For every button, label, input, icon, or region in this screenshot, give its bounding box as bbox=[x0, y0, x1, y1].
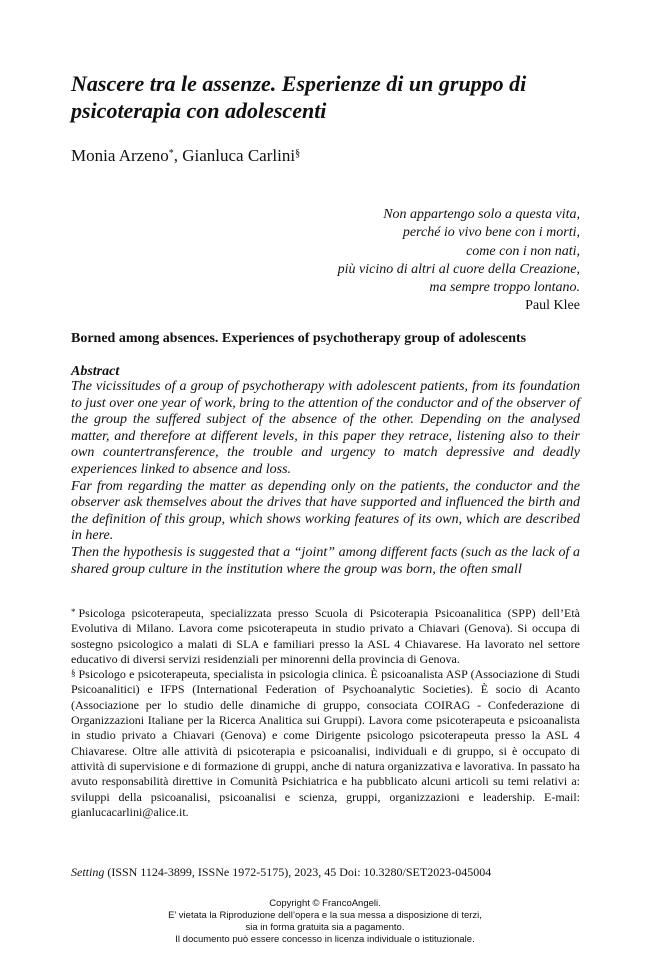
citation bbox=[71, 865, 491, 880]
epigraph bbox=[160, 206, 580, 316]
footnote-mark: * bbox=[71, 607, 76, 617]
footnotes bbox=[71, 606, 580, 820]
author-name: Monia Arzeno bbox=[71, 146, 169, 165]
copyright-line: sia in forma gratuita sia a pagamento. bbox=[245, 922, 405, 933]
english-title: Borned among absences. Experiences of psychotherapy group of adolescents bbox=[71, 331, 527, 346]
author-footnote-mark[interactable]: § bbox=[295, 148, 301, 159]
journal-name: Setting bbox=[71, 865, 105, 879]
abstract-heading: Abstract bbox=[71, 364, 120, 379]
epigraph-line: perché io vivo bene con i morti, bbox=[402, 225, 580, 241]
author-separator: , bbox=[173, 146, 183, 165]
abstract-paragraph: The vicissitudes of a group of psychotherapy with adolescent patients, from its foundation to just over one year of work, bring to the attention of the conductor and of the observer of the group the suffered subject of the absence of the other. Depending on the analysed matter, and therefore at different levels, in this paper they retrace, listening also to their own countertransference, the trouble and urgency to match depressive and deadly experiences linked to absence and loss. bbox=[71, 379, 580, 477]
citation-details: (ISSN 1124-3899, ISSNe 1972-5175), 2023, 45 Doi: 10.3280/SET2023-045004 bbox=[104, 865, 492, 879]
author-name: Gianluca Carlini bbox=[182, 146, 296, 165]
footnote bbox=[71, 667, 580, 820]
epigraph-line: come con i non nati, bbox=[466, 243, 580, 259]
footnote bbox=[71, 606, 580, 667]
article-title: Nascere tra le assenze. Esperienze di un gruppo di psicoterapia con adolescenti bbox=[71, 71, 527, 123]
copyright-notice bbox=[0, 898, 650, 946]
epigraph-line: più vicino di altri al cuore della Creazione, bbox=[337, 261, 580, 277]
author-footnote-mark[interactable]: * bbox=[168, 148, 174, 159]
footnote-text: Psicologa psicoterapeuta, specializzata presso Scuola di Psicoterapia Psicoanalitica (SPP) dell’Età Evolutiva di Milano. Lavora come psicoterapeuta in studio privato a Chiavari (Genova). Si occupa di sostegno psicologico a malati di SLA e familiari presso la ASL 4 Chiavarese. Ha lavorato nel settore educativo di diversi servizi residenziali per minorenni della provincia di Genova. bbox=[71, 606, 580, 666]
epigraph-line: ma sempre troppo lontano. bbox=[429, 280, 580, 296]
epigraph-line: Non appartengo solo a questa vita, bbox=[383, 207, 580, 222]
author-list bbox=[71, 145, 300, 167]
copyright-line: E’ vietata la Riproduzione dell’opera e la sua messa a disposizione di terzi, bbox=[168, 910, 482, 921]
abstract-body bbox=[71, 379, 580, 578]
copyright-line: Copyright © FrancoAngeli. bbox=[269, 898, 381, 909]
abstract-paragraph: Then the hypothesis is suggested that a “joint” among different facts (such as the lack of a shared group culture in the institution where the group was born, the often small bbox=[71, 544, 580, 577]
footnote-text: Psicologo e psicoterapeuta, specialista in psicologia clinica. È psicoanalista ASP (Associazione di Studi Psicoanalitici) e IFPS (International Federation of Psychoanalytic Societies). È socio di Acanto (Associazione per lo studio delle dinamiche di gruppo, consociata COIRAG - Confederazione di Organizzazioni Italiane per la Ricerca Analitica sui Gruppi). Lavora come psicoterapeuta e psicoanalista in studio privato a Chiavari (Genova) e come Dirigente psicologo psicoterapeuta presso la ASL 4 Chiavarese. Oltre alle attività di psicoterapia e psicoanalisi, individuali e di gruppo, si è occupato di attività di supervisione e di formazione di gruppi, anche di natura organizzativa e lavorativa. In passato ha avuto responsabilità direttive in Comunità Psichiatrica e ha pubblicato alcuni articoli su temi relativi a: sviluppi della psicoanalisi, psicoanalisi e scienza, gruppi, organizzazioni e leadership. E-mail: gianlucacarlini@alice.it. bbox=[71, 667, 580, 819]
abstract-paragraph: Far from regarding the matter as depending only on the patients, the conductor and the observer ask themselves about the drives that have supported and influenced the birth and the definition of this group, which shows working features of its own, which are described in here. bbox=[71, 478, 580, 544]
epigraph-attribution: Paul Klee bbox=[525, 298, 580, 314]
footnote-mark: § bbox=[71, 668, 76, 679]
copyright-line: Il documento può essere concesso in licenza individuale o istituzionale. bbox=[175, 934, 475, 945]
